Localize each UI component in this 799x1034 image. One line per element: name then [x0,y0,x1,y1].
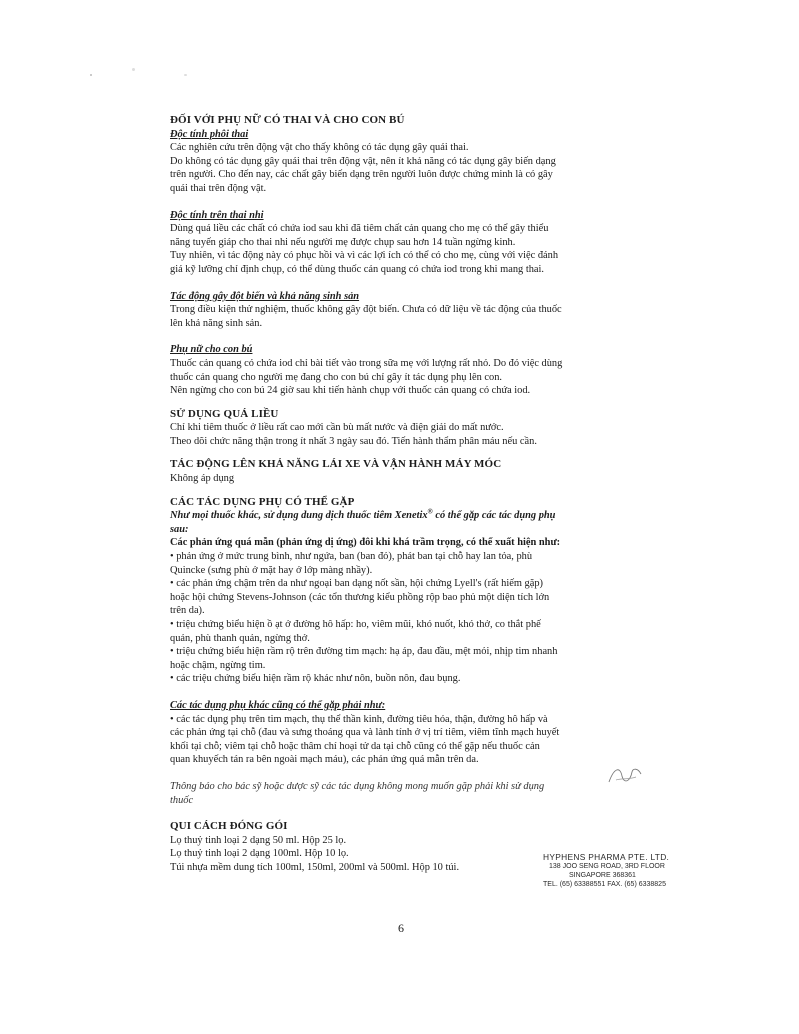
section-heading-driving: TÁC ĐỘNG LÊN KHẢ NĂNG LÁI XE VÀ VẬN HÀNH MÁY MÓC [170,458,502,471]
stamp-contact: TEL. (65) 63388551 FAX. (65) 6338825 [543,881,666,888]
paragraph-line: Trong điều kiện thử nghiệm, thuốc không gây đột biến. Chưa có dữ liệu về tác động của thuốc [170,304,562,316]
side-effects-intro: Như mọi thuốc khác, sử dụng dung dịch thuốc tiêm Xenetix® có thể gặp các tác dụng phụ [170,507,556,522]
paragraph-line: Thuốc cản quang có chứa iod chỉ bài tiết vào trong sữa mẹ với lượng rất nhỏ. Do đó việc dùng [170,357,563,369]
list-line: quản, phù thanh quản, ngừng thở. [170,632,310,644]
list-line: các phản ứng tại chỗ (đau và sưng thoáng qua và lành tính ở vị trí tiêm, viêm tĩnh mạch huyết [170,727,560,739]
list-line: • phản ứng ở mức trung bình, như ngứa, ban (ban đỏ), phát ban tại chỗ hay lan tỏa, phù [170,551,533,563]
paragraph-line: Chỉ khi tiêm thuốc ở liều rất cao mới cần bù mất nước và điện giải do mất nước. [170,422,504,434]
scan-speck [90,74,92,76]
list-line: hoặc chậm, ngừng tim. [170,659,266,671]
paragraph-line: quái thai trên động vật. [170,182,267,194]
paragraph-line: Các nghiên cứu trên động vật cho thấy không có tác dụng gây quái thai. [170,142,469,154]
list-line: quan khuyếch tán ra bên ngoài mạch máu), các phản ứng quá mẫn trên da. [170,754,479,766]
list-line: trên da). [170,605,205,617]
paragraph-line: giá kỹ lưỡng chỉ định chụp, có thể dùng thuốc cản quang có chứa iod trong khi mang thai. [170,263,544,275]
stamp-company: HYPHENS PHARMA PTE. LTD. [543,852,670,862]
paragraph-line: Nên ngừng cho con bú 24 giờ sau khi tiến hành chụp với thuốc cản quang có chứa iod. [170,385,531,397]
list-line: • các triệu chứng biểu hiện rầm rộ khác như nôn, buồn nôn, đau bụng. [170,673,461,685]
packaging-line: Túi nhựa mềm dung tích 100ml, 150ml, 200ml và 500ml. Hộp 10 túi. [170,861,460,873]
list-line: • các phản ứng chậm trên da như ngoại ban dạng nốt sần, hội chứng Lyell's (rất hiếm gặp) [170,578,543,590]
scan-speck [184,74,187,76]
paragraph-line: Do không có tác dụng gây quái thai trên động vật, nên ít khả năng có tác dụng gây biến dạng [170,155,556,167]
paragraph-line: Tuy nhiên, vì tác động này có phục hồi và vì các lợi ích có thể có cho mẹ, cùng với việc đánh [170,250,559,262]
subheading-fetal-toxicity: Độc tính trên thai nhi [170,209,264,221]
section-heading-packaging: QUI CÁCH ĐÓNG GÓI [170,820,288,833]
stamp-country: SINGAPORE 368361 [569,872,636,879]
document-body [170,114,640,875]
section-heading-pregnancy: ĐỐI VỚI PHỤ NỮ CÓ THAI VÀ CHO CON BÚ [170,114,405,126]
section-heading-side-effects: CÁC TÁC DỤNG PHỤ CÓ THỂ GẶP [170,495,355,508]
handwritten-mark-icon [606,762,644,788]
side-effects-intro-cont: sau: [170,523,189,535]
list-line: Quincke (sưng phù ở mặt hay ở lớp màng nhầy). [170,564,373,576]
subheading-embryo-toxicity: Độc tính phôi thai [170,128,249,140]
paragraph-line: lên khả năng sinh sản. [170,317,263,329]
paragraph-line: Không áp dụng [170,473,235,485]
allergy-heading: Các phản ứng quá mẫn (phản ứng dị ứng) đôi khi khá trầm trọng, có thể xuất hiện như: [170,537,561,549]
company-stamp [543,853,683,889]
packaging-line: Lọ thuỷ tinh loại 2 dạng 50 ml. Hộp 25 lọ. [170,834,347,846]
list-line: • các tác dụng phụ trên tim mạch, thụ thể thần kinh, đường tiêu hóa, thận, đường hô hấp và [170,713,548,725]
list-line: hoặc hội chứng Stevens-Johnson (các tổn thương kiểu phồng rộp bao phủ một diện tích lớn [170,591,550,603]
notice-line: thuốc [170,794,194,806]
list-line: • triệu chứng biểu hiện ồ ạt ở đường hô hấp: ho, viêm mũi, khó nuốt, khó thở, co thắt phế [170,619,541,630]
page-number: 6 [398,921,404,935]
notice-line: Thông báo cho bác sỹ hoặc dược sỹ các tác dụng không mong muốn gặp phải khi sử dụng [170,780,545,792]
paragraph-line: thuốc cản quang cho người mẹ đang cho con bú chỉ gây ít tác dụng phụ lên con. [170,371,502,383]
subheading-breastfeeding: Phụ nữ cho con bú [170,344,253,356]
scan-speck [132,68,135,71]
section-heading-overdose: SỬ DỤNG QUÁ LIỀU [170,407,279,420]
paragraph-line: Dùng quá liều các chất có chứa iod sau khi đã tiêm chất cản quang cho mẹ có thể gây thiểu [170,223,549,235]
list-line: • triệu chứng biểu hiện rầm rộ trên đường tim mạch: hạ áp, đau đầu, mệt mỏi, nhịp tim nhanh [170,646,558,658]
subheading-mutagenicity: Tác động gây đột biến và khả năng sinh sản [170,290,360,302]
other-effects-heading: Các tác dụng phụ khác cũng có thể gặp phải như: [170,699,386,711]
paragraph-line: Theo dõi chức năng thận trong ít nhất 3 ngày sau đó. Tiến hành thẩm phân máu nếu cần. [170,435,537,447]
stamp-address: 138 JOO SENG ROAD, 3RD FLOOR [549,863,665,870]
paragraph-line: trên người. Cho đến nay, các chất gây biến dạng trên người luôn được chứng minh là có gây [170,169,553,181]
list-line: khối tại chỗ; viêm tại chỗ hoặc thâm chí hoại tử da tại chỗ cũng có thể gặp nếu thuốc cản [170,740,540,752]
paragraph-line: năng tuyến giáp cho thai nhi nếu người mẹ được chụp sau hơn 14 tuần ngừng kinh. [170,236,516,248]
packaging-line: Lọ thuỷ tinh loại 2 dạng 100ml. Hộp 10 lọ. [170,848,349,860]
